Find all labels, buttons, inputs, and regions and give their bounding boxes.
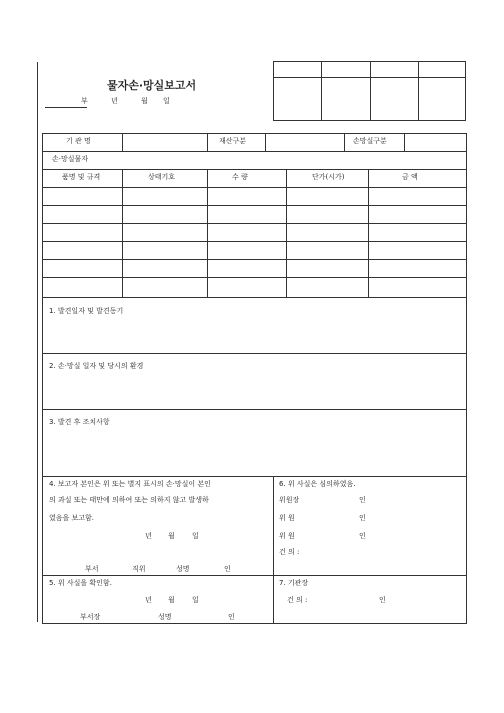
page-title: 물자손·망실보고서 <box>107 79 197 92</box>
title-date-line <box>45 96 245 108</box>
col-header-unit-price: 단가(시가) <box>312 173 345 181</box>
section-5-date-month: 월 <box>168 596 175 604</box>
section-4-position-label: 직위 <box>132 565 146 573</box>
asset-type-field[interactable] <box>266 134 343 150</box>
committee-member-2-label: 위 원 <box>279 532 295 540</box>
left-margin-line <box>37 62 38 622</box>
section-5-date-day: 일 <box>192 596 199 604</box>
org-name-label: 기 관 명 <box>66 137 91 145</box>
table-row[interactable] <box>43 188 466 204</box>
section-5-date-year: 년 <box>145 596 152 604</box>
table-row[interactable] <box>43 260 466 276</box>
table-row[interactable] <box>43 278 466 296</box>
loss-type-label: 손망실구분 <box>353 137 387 145</box>
section-5-dept-head-label: 부서장 <box>80 613 101 621</box>
section-4-date-year: 년 <box>145 532 152 540</box>
committee-member-2-seal: 인 <box>359 532 366 540</box>
section-1-label: 1. 발견일자 및 발견동기 <box>49 307 124 315</box>
committee-chair-seal: 인 <box>359 496 366 504</box>
section-4-date-day: 일 <box>192 532 199 540</box>
section-2-field[interactable] <box>43 374 466 408</box>
org-name-field[interactable] <box>123 134 206 150</box>
date-year: 부 <box>81 97 88 105</box>
section-3-field[interactable] <box>43 430 466 474</box>
section-4-date-month: 월 <box>168 532 175 540</box>
items-label: 손·망실물자 <box>52 155 89 163</box>
asset-type-label: 재산구분 <box>219 137 247 145</box>
col-header-amount: 금 액 <box>402 173 418 181</box>
section-4-name-label: 성명 <box>176 565 190 573</box>
section-3-label: 3. 발견 후 조치사항 <box>49 418 110 426</box>
section-6-title: 6. 위 사실은 심의하였음. <box>279 480 356 488</box>
section-2-label: 2. 손·망실 일자 및 당시의 환경 <box>49 362 144 370</box>
section-4-seal: 인 <box>224 565 231 573</box>
date-month: 년 <box>111 97 118 105</box>
col-header-item-spec: 품명 및 규격 <box>62 173 101 181</box>
committee-member-1-seal: 인 <box>359 514 366 522</box>
committee-opinion-label: 건 의 : <box>279 548 300 556</box>
date-day: 월 <box>141 97 148 105</box>
table-row[interactable] <box>43 224 466 240</box>
approval-grid <box>273 61 466 121</box>
col-header-quantity: 수 량 <box>232 173 248 181</box>
table-row[interactable] <box>43 206 466 222</box>
loss-type-field[interactable] <box>405 134 466 150</box>
section-5-seal: 인 <box>228 613 235 621</box>
section-5-title: 5. 위 사실을 확인함. <box>49 579 112 587</box>
committee-member-1-label: 위 원 <box>279 514 295 522</box>
section-7-opinion-label: 건 의 : <box>287 596 308 604</box>
section-7-seal: 인 <box>379 596 386 604</box>
section-4-line3: 였음을 보고함. <box>49 514 95 522</box>
section-5-name-label: 성명 <box>158 613 172 621</box>
section-1-field[interactable] <box>43 318 466 352</box>
section-4-line2: 의 과실 또는 태만에 의하여 또는 의하지 않고 발생하 <box>49 496 209 504</box>
date-suffix: 일 <box>163 97 170 105</box>
committee-chair-label: 위원장 <box>279 496 300 504</box>
table-row[interactable] <box>43 242 466 258</box>
col-header-status-code: 상태기호 <box>148 173 176 181</box>
section-7-title: 7. 기관장 <box>279 579 309 587</box>
section-4-dept-label: 부서 <box>85 565 99 573</box>
section-4-line1: 4. 보고자 본인은 위 또는 별지 표시의 손·망실이 본인 <box>49 480 211 488</box>
